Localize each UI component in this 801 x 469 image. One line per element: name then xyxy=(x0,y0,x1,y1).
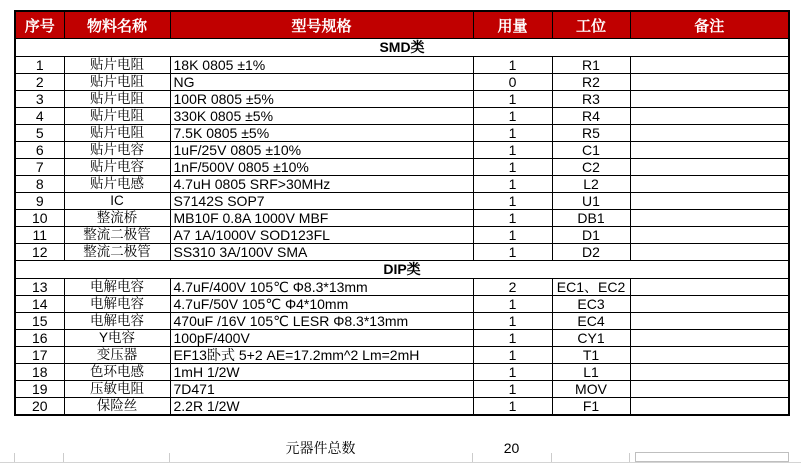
cell-station[interactable]: EC3 xyxy=(552,296,630,313)
cell-spec[interactable]: MB10F 0.8A 1000V MBF xyxy=(170,210,473,227)
table-row xyxy=(15,108,789,125)
cell-remark[interactable] xyxy=(630,193,789,210)
cell-remark[interactable] xyxy=(630,347,789,364)
cell-material[interactable]: 贴片电阻 xyxy=(64,91,170,108)
cell-index[interactable]: 1 xyxy=(15,57,64,74)
col-header-material[interactable]: 物料名称 xyxy=(64,11,170,39)
cell-spec[interactable]: 100pF/400V xyxy=(170,330,473,347)
cell-station[interactable]: U1 xyxy=(552,193,630,210)
table-row xyxy=(15,91,789,108)
table-row xyxy=(15,74,789,91)
cell-material[interactable]: 贴片电阻 xyxy=(64,125,170,142)
cell-index[interactable]: 20 xyxy=(15,398,64,416)
cell-index[interactable]: 12 xyxy=(15,244,64,261)
cell-index[interactable]: 18 xyxy=(15,364,64,381)
cell-index[interactable]: 5 xyxy=(15,125,64,142)
cell-station[interactable]: EC1、EC2 xyxy=(552,279,630,296)
cell-spec[interactable]: 1uF/25V 0805 ±10% xyxy=(170,142,473,159)
cell-index[interactable]: 9 xyxy=(15,193,64,210)
cell-station[interactable]: C2 xyxy=(552,159,630,176)
cell-qty[interactable]: 1 xyxy=(473,57,552,74)
col-header-remark[interactable]: 备注 xyxy=(630,11,789,39)
cell-remark[interactable] xyxy=(630,74,789,91)
cell-spec[interactable]: SS310 3A/100V SMA xyxy=(170,244,473,261)
cell-material[interactable]: 整流二极管 xyxy=(64,227,170,244)
cell-qty[interactable]: 1 xyxy=(473,125,552,142)
table-row xyxy=(15,159,789,176)
table-row xyxy=(15,364,789,381)
cell-station[interactable]: T1 xyxy=(552,347,630,364)
cell-remark[interactable] xyxy=(630,296,789,313)
table-row xyxy=(15,279,789,296)
cell-material[interactable]: 电解电容 xyxy=(64,296,170,313)
cell-remark[interactable] xyxy=(630,142,789,159)
empty-cell[interactable] xyxy=(635,452,789,462)
gridline xyxy=(472,453,473,462)
cell-spec[interactable]: 100R 0805 ±5% xyxy=(170,91,473,108)
cell-station[interactable]: DB1 xyxy=(552,210,630,227)
cell-remark[interactable] xyxy=(630,330,789,347)
table-row xyxy=(15,227,789,244)
cell-qty[interactable]: 2 xyxy=(473,279,552,296)
cell-spec[interactable]: 2.2R 1/2W xyxy=(170,398,473,416)
cell-station[interactable]: R5 xyxy=(552,125,630,142)
cell-qty[interactable]: 1 xyxy=(473,159,552,176)
cell-remark[interactable] xyxy=(630,91,789,108)
cell-spec[interactable]: 18K 0805 ±1% xyxy=(170,57,473,74)
total-label[interactable]: 元器件总数 xyxy=(285,440,356,456)
cell-material[interactable]: 整流桥 xyxy=(64,210,170,227)
cell-material[interactable]: 贴片电容 xyxy=(64,142,170,159)
cell-qty[interactable]: 1 xyxy=(473,296,552,313)
section-title[interactable]: DIP类 xyxy=(15,261,789,279)
cell-remark[interactable] xyxy=(630,210,789,227)
cell-material[interactable]: 电解电容 xyxy=(64,279,170,296)
cell-index[interactable]: 7 xyxy=(15,159,64,176)
cell-qty[interactable]: 1 xyxy=(473,381,552,398)
cell-station[interactable]: C1 xyxy=(552,142,630,159)
cell-station[interactable]: F1 xyxy=(552,398,630,416)
table-row xyxy=(15,142,789,159)
cell-qty[interactable]: 1 xyxy=(473,210,552,227)
cell-remark[interactable] xyxy=(630,364,789,381)
gridline xyxy=(551,453,552,462)
cell-index[interactable]: 4 xyxy=(15,108,64,125)
cell-qty[interactable]: 1 xyxy=(473,108,552,125)
cell-station[interactable]: L1 xyxy=(552,364,630,381)
cell-spec[interactable]: A7 1A/1000V SOD123FL xyxy=(170,227,473,244)
cell-material[interactable]: 贴片电感 xyxy=(64,176,170,193)
cell-remark[interactable] xyxy=(630,125,789,142)
cell-material[interactable]: 保险丝 xyxy=(64,398,170,416)
cell-index[interactable]: 2 xyxy=(15,74,64,91)
cell-qty[interactable]: 1 xyxy=(473,347,552,364)
cell-spec[interactable]: 1mH 1/2W xyxy=(170,364,473,381)
cell-index[interactable]: 13 xyxy=(15,279,64,296)
table-row xyxy=(15,210,789,227)
cell-remark[interactable] xyxy=(630,159,789,176)
gridline xyxy=(0,462,801,463)
cell-spec[interactable]: 470uF /16V 105℃ LESR Φ8.3*13mm xyxy=(170,313,473,330)
cell-remark[interactable] xyxy=(630,244,789,261)
cell-station[interactable]: MOV xyxy=(552,381,630,398)
cell-spec[interactable]: 1nF/500V 0805 ±10% xyxy=(170,159,473,176)
cell-remark[interactable] xyxy=(630,279,789,296)
cell-material[interactable]: 电解电容 xyxy=(64,313,170,330)
cell-material[interactable]: 色环电感 xyxy=(64,364,170,381)
cell-qty[interactable]: 1 xyxy=(473,227,552,244)
cell-station[interactable]: R2 xyxy=(552,74,630,91)
cell-qty[interactable]: 1 xyxy=(473,244,552,261)
cell-spec[interactable]: 4.7uF/400V 105℃ Φ8.3*13mm xyxy=(170,279,473,296)
cell-spec[interactable]: 7D471 xyxy=(170,381,473,398)
table-row xyxy=(15,244,789,261)
section-title[interactable]: SMD类 xyxy=(15,39,789,57)
cell-material[interactable]: IC xyxy=(64,193,170,210)
table-row xyxy=(15,57,789,74)
cell-spec[interactable]: 4.7uH 0805 SRF>30MHz xyxy=(170,176,473,193)
table-row xyxy=(15,125,789,142)
cell-index[interactable]: 6 xyxy=(15,142,64,159)
cell-index[interactable]: 16 xyxy=(15,330,64,347)
cell-remark[interactable] xyxy=(630,176,789,193)
cell-station[interactable]: R3 xyxy=(552,91,630,108)
cell-station[interactable]: D1 xyxy=(552,227,630,244)
cell-station[interactable]: EC4 xyxy=(552,313,630,330)
table-row xyxy=(15,330,789,347)
cell-material[interactable]: 压敏电阻 xyxy=(64,381,170,398)
section-row xyxy=(15,261,789,279)
cell-material[interactable]: 整流二极管 xyxy=(64,244,170,261)
total-value[interactable]: 20 xyxy=(503,440,520,456)
table-row xyxy=(15,313,789,330)
col-header-index[interactable]: 序号 xyxy=(15,11,64,39)
table-row xyxy=(15,381,789,398)
cell-index[interactable]: 3 xyxy=(15,91,64,108)
cell-qty[interactable]: 1 xyxy=(473,330,552,347)
gridline xyxy=(14,453,15,462)
cell-remark[interactable] xyxy=(630,227,789,244)
gridline xyxy=(169,453,170,462)
cell-remark[interactable] xyxy=(630,398,789,416)
cell-qty[interactable]: 1 xyxy=(473,364,552,381)
cell-material[interactable]: 贴片电容 xyxy=(64,159,170,176)
cell-index[interactable]: 11 xyxy=(15,227,64,244)
col-header-station[interactable]: 工位 xyxy=(552,11,630,39)
table-row xyxy=(15,347,789,364)
cell-spec[interactable]: EF13卧式 5+2 AE=17.2mm^2 Lm=2mH xyxy=(170,347,473,364)
cell-material[interactable]: 变压器 xyxy=(64,347,170,364)
cell-remark[interactable] xyxy=(630,381,789,398)
cell-qty[interactable]: 0 xyxy=(473,74,552,91)
table-row xyxy=(15,398,789,416)
empty-grid-row xyxy=(0,452,801,469)
cell-qty[interactable]: 1 xyxy=(473,193,552,210)
cell-remark[interactable] xyxy=(630,57,789,74)
section-row xyxy=(15,39,789,57)
cell-spec[interactable]: 4.7uF/50V 105℃ Φ4*10mm xyxy=(170,296,473,313)
cell-spec[interactable]: 330K 0805 ±5% xyxy=(170,108,473,125)
cell-station[interactable]: CY1 xyxy=(552,330,630,347)
cell-index[interactable]: 8 xyxy=(15,176,64,193)
cell-station[interactable]: L2 xyxy=(552,176,630,193)
cell-index[interactable]: 10 xyxy=(15,210,64,227)
table-row xyxy=(15,296,789,313)
cell-spec[interactable]: 7.5K 0805 ±5% xyxy=(170,125,473,142)
cell-material[interactable]: 贴片电阻 xyxy=(64,74,170,91)
cell-remark[interactable] xyxy=(630,108,789,125)
gridline xyxy=(629,453,630,462)
bom-table xyxy=(14,10,790,416)
cell-station[interactable]: R1 xyxy=(552,57,630,74)
table-row xyxy=(15,193,789,210)
col-header-qty[interactable]: 用量 xyxy=(473,11,552,39)
gridline xyxy=(63,453,64,462)
cell-qty[interactable]: 1 xyxy=(473,142,552,159)
cell-index[interactable]: 19 xyxy=(15,381,64,398)
cell-index[interactable]: 15 xyxy=(15,313,64,330)
cell-material[interactable]: 贴片电阻 xyxy=(64,57,170,74)
cell-station[interactable]: R4 xyxy=(552,108,630,125)
table-row xyxy=(15,176,789,193)
cell-qty[interactable]: 1 xyxy=(473,313,552,330)
cell-spec[interactable]: S7142S SOP7 xyxy=(170,193,473,210)
cell-index[interactable]: 14 xyxy=(15,296,64,313)
cell-station[interactable]: D2 xyxy=(552,244,630,261)
cell-qty[interactable]: 1 xyxy=(473,176,552,193)
cell-qty[interactable]: 1 xyxy=(473,91,552,108)
header-row xyxy=(15,11,789,39)
cell-remark[interactable] xyxy=(630,313,789,330)
cell-material[interactable]: 贴片电阻 xyxy=(64,108,170,125)
col-header-spec[interactable]: 型号规格 xyxy=(170,11,473,39)
cell-material[interactable]: Y电容 xyxy=(64,330,170,347)
cell-index[interactable]: 17 xyxy=(15,347,64,364)
cell-qty[interactable]: 1 xyxy=(473,398,552,416)
cell-spec[interactable]: NG xyxy=(170,74,473,91)
